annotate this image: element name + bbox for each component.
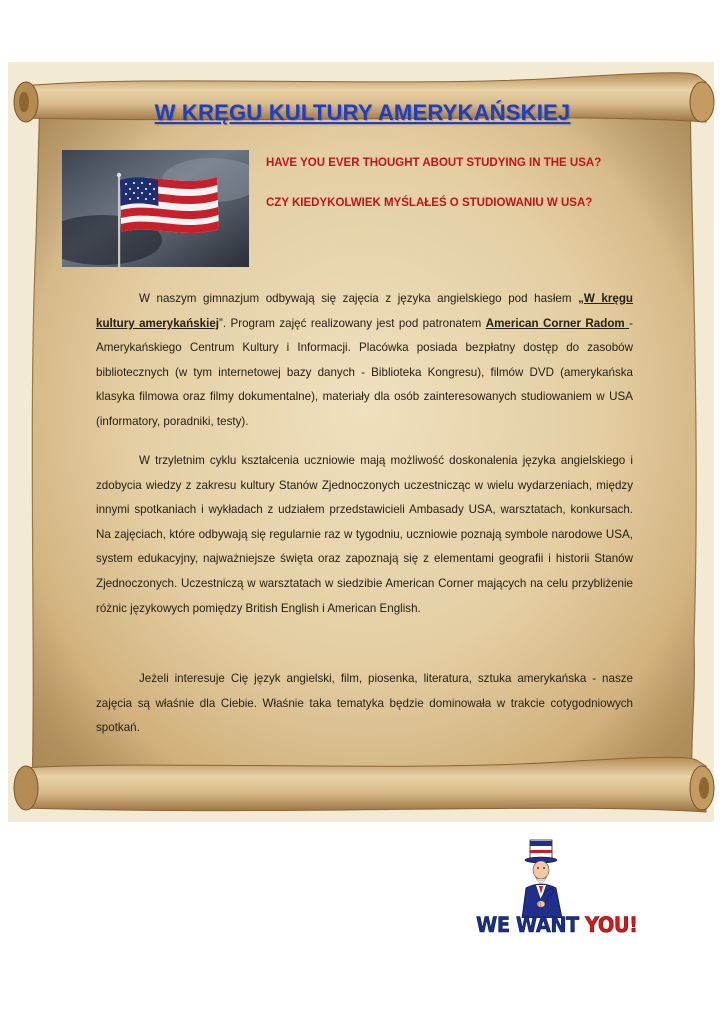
paragraph-program-text: W trzyletnim cyklu kształcenia uczniowie mają możliwość doskonalenia języka angielskiego i zdobycia wiedzy z zakresu kultury Stanów Zjednoczonych uczestnicząc w wielu wydarzeniach, między innymi spotkaniach i wykładach z udziałem przedstawicieli Ambasady USA, warsztatach, konkursach. Na zajęciach, które odbywają się regularnie raz w tygodniu, uczniowie poznają symbole narodowe USA, system edukacyjny, najważniejsze święta oraz zapoznają się z elementami geografii i historii Stanów Zjednoczonych. Uczestniczą w warsztatach w siedzibie American Corner mających na celu przybliżenie różnic językowych pomiędzy British English i American English. xyxy=(96,454,633,615)
question-polish: CZY KIEDYKOLWIEK MYŚLAŁEŚ O STUDIOWANIU W USA? xyxy=(266,197,593,209)
we-want-you-slogan xyxy=(476,913,637,937)
paragraph-intro-part1: W naszym gimnazjum odbywają się zajęcia z języka angielskiego pod hasłem xyxy=(139,292,579,305)
paragraph-invitation-text: Jeżeli interesuje Cię język angielski, film, piosenka, literatura, sztuka amerykańska - nasze zajęcia są właśnie dla Ciebie. Właśnie taka tematyka będzie dominowała w trakcie cotygodniowych spotkań. xyxy=(96,672,633,735)
paragraph-intro-part2: ”. Program zajęć realizowany jest pod patronatem xyxy=(219,316,486,330)
slogan-you: YOU! xyxy=(585,913,638,937)
program-motto: „W kręgu kultury amerykańskiej xyxy=(96,292,633,330)
uncle-sam-illustration xyxy=(512,838,572,918)
paragraph-intro-part3: - Amerykańskiego Centrum Kultury i Informacji. Placówka posiada bezpłatny dostęp do zasobów bibliotecznych (w tym internetowej bazy danych - Biblioteka Kongresu), filmów DVD (amerykańska klasyka filmowa oraz filmy dokumentalne), materiały dla osób zainteresowanych studiowaniem w USA (informatory, poradniki, testy). xyxy=(96,316,634,428)
paragraph-intro xyxy=(96,287,633,435)
question-english: HAVE YOU EVER THOUGHT ABOUT STUDYING IN THE USA? xyxy=(266,157,602,169)
american-corner-name: American Corner Radom xyxy=(485,316,630,330)
american-flag-photo xyxy=(62,150,249,267)
page-title: W KRĘGU KULTURY AMERYKAŃSKIEJ xyxy=(154,100,571,125)
paragraph-invitation xyxy=(96,667,633,741)
slogan-we-want: WE WANT xyxy=(476,913,586,937)
paragraph-program xyxy=(96,449,633,621)
